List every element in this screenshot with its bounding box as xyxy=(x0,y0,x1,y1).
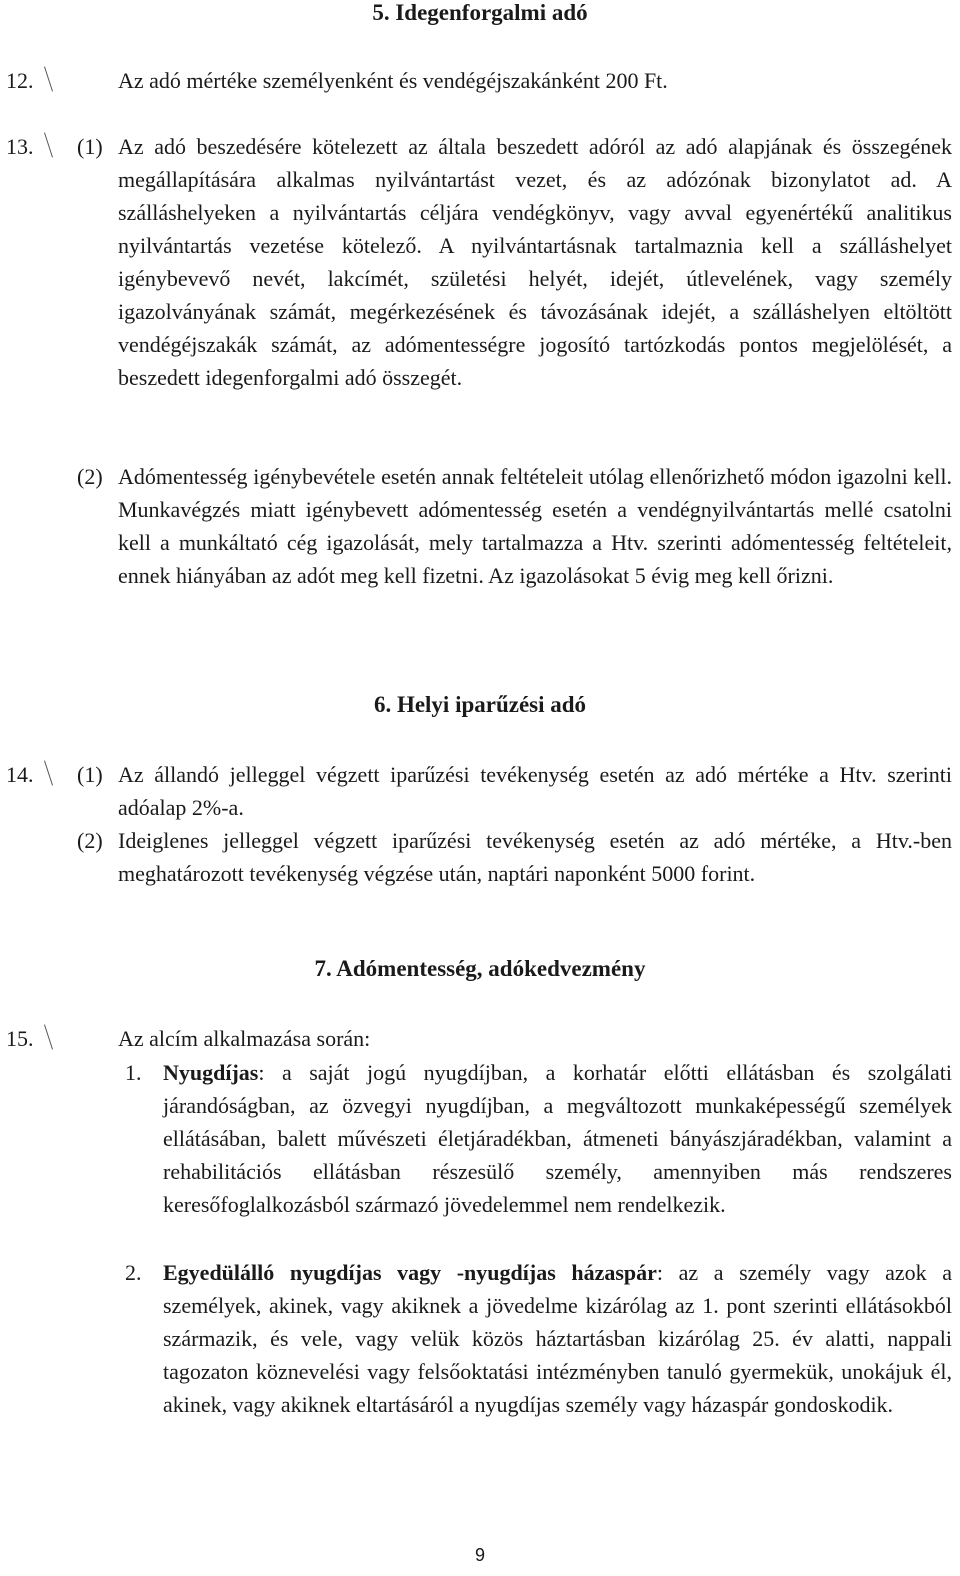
section-heading-7: 7. Adómentesség, adókedvezmény xyxy=(314,956,646,981)
section-mark-icon xyxy=(44,1022,54,1050)
section-mark-icon xyxy=(44,130,54,158)
subsection-text: Adómentesség igénybevétele esetén annak feltételeit utólag ellenőrizhető módon igazolni kell. Munkavégzés miatt igénybevett adómentesség esetén a vendégnyilvántartás mellé csatolni kell a munkáltató cég igazolását, mely tartalmazza a Htv. szerinti adómentesség feltételeit, ennek hiányában az adót meg kell fizetni. Az igazolásokat 5 évig meg kell őrizni. xyxy=(118,464,952,588)
subsection-number: (1) xyxy=(77,134,103,159)
section-heading-5: 5. Idegenforgalmi adó xyxy=(372,0,588,25)
paragraph-number: 12. xyxy=(6,68,34,93)
list-item-number: 2. xyxy=(125,1260,142,1285)
list-item-number: 1. xyxy=(125,1060,142,1085)
page-number: 9 xyxy=(474,1545,485,1565)
paragraph-intro: Az alcím alkalmazása során: xyxy=(118,1026,371,1051)
subsection-number: (2) xyxy=(77,828,103,853)
definition-text: : az a személy vagy azok a személyek, akinek, vagy akiknek a jövedelme kizárólag az 1. pont szerinti ellátásokból származik, és vele, vagy velük közös háztartásban kizárólag 25. év alatti, nappali tagozaton köznevelési vagy felsőoktatási intézményben tanuló gyermekük, unokájuk él, akinek, vagy akiknek eltartásáról a nyugdíjas személy vagy házaspár gondoskodik. xyxy=(163,1260,953,1417)
subsection-text: Az állandó jelleggel végzett iparűzési tevékenység esetén az adó mértéke a Htv. szerinti adóalap 2%-a. xyxy=(118,762,952,820)
section-mark-icon xyxy=(44,758,54,786)
paragraph-number: 14. xyxy=(6,762,34,787)
subsection-text: Az adó beszedésére kötelezett az általa beszedett adóról az adó alapjának és összegének megállapítására alkalmas nyilvántartást vezet, és az adózónak bizonylatot ad. A szálláshelyeken a nyilvántartás céljára vendégkönyv, vagy avval egyenértékű analitikus nyilvántartás vezetése kötelező. A nyilvántartásnak tartalmaznia kell a szálláshelyet igénybevevő nevét, lakcímét, születési helyét, idejét, útlevelének, vagy személy igazolványának számát, megérkezésének és távozásának idejét, a szálláshelyen eltöltött vendégéjszakák számát, az adómentességre jogosító tartózkodás pontos megjelölését, a beszedett idegenforgalmi adó összegét. xyxy=(118,134,952,390)
section-mark-icon xyxy=(44,64,54,92)
subsection-text: Ideiglenes jelleggel végzett iparűzési tevékenység esetén az adó mértéke, a Htv.-ben meghatározott tevékenység végzése után, naptári naponként 5000 forint. xyxy=(118,828,952,886)
paragraph-number: 15. xyxy=(6,1026,34,1051)
definition-term: Nyugdíjas xyxy=(163,1060,259,1085)
subsection-number: (1) xyxy=(77,762,103,787)
list-item-text xyxy=(163,1256,952,1421)
paragraph-number: 13. xyxy=(6,134,34,159)
paragraph-text: Az adó mértéke személyenként és vendégéjszakánként 200 Ft. xyxy=(118,68,668,93)
definition-text: : a saját jogú nyugdíjban, a korhatár előtti ellátásban és szolgálati járandóságban, az özvegyi nyugdíjban, a megváltozott munkaképességű személyek ellátásában, balett művészeti életjáradékban, átmeneti bányászjáradékban, valamint a rehabilitációs ellátásban részesülő személy, amennyiben más rendszeres keresőfoglalkozásból származó jövedelemmel nem rendelkezik. xyxy=(163,1060,952,1217)
definition-term: Egyedülálló nyugdíjas vagy -nyugdíjas házaspár xyxy=(163,1260,657,1285)
subsection-number: (2) xyxy=(77,464,103,489)
list-item-text xyxy=(163,1056,952,1221)
section-heading-6: 6. Helyi iparűzési adó xyxy=(373,692,587,717)
